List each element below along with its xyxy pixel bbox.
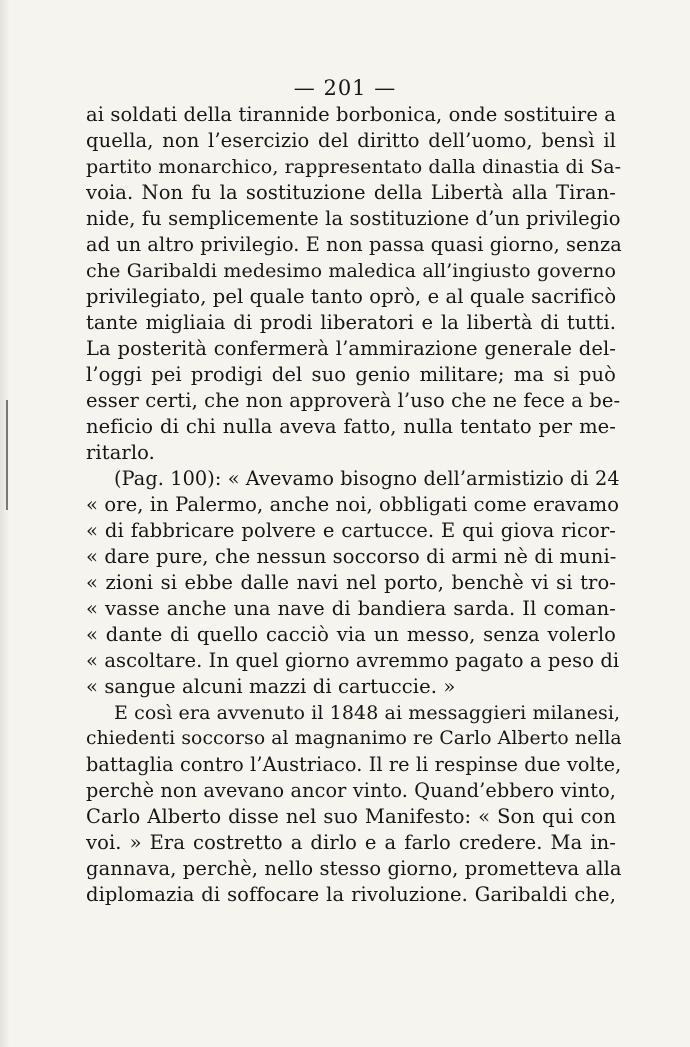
text-line: voi. » Era costretto a dirlo e a farlo credere. Ma in-: [86, 831, 616, 854]
text-line: diplomazia di soffocare la rivoluzione. Garibaldi che,: [86, 883, 616, 906]
text-line: « vasse anche una nave di bandiera sarda. Il coman-: [86, 597, 616, 620]
text-line: chiedenti soccorso al magnanimo re Carlo Alberto nella: [86, 728, 622, 749]
text-line: Carlo Alberto disse nel suo Manifesto: « Son qui con: [86, 805, 616, 828]
text-line: « dante di quello cacciò via un messo, senza volerlo: [86, 623, 616, 646]
text-line: perchè non avevano ancor vinto. Quand’ebbero vinto,: [86, 779, 616, 802]
text-line: « sangue alcuni mazzi di cartuccie. »: [86, 675, 456, 698]
text-line: che Garibaldi medesimo maledica all’ingiusto governo: [86, 260, 616, 282]
text-line: E così era avvenuto il 1848 ai messaggieri milanesi,: [114, 702, 621, 724]
body-text: [86, 102, 622, 908]
text-line: esser certi, che non approverà l’uso che ne fece a be-: [86, 389, 621, 412]
text-line: « dare pure, che nessun soccorso di armi nè di muni-: [86, 545, 617, 568]
text-line: (Pag. 100): « Avevamo bisogno dell’armistizio di 24: [114, 467, 620, 490]
text-line: privilegiato, pel quale tanto oprò, e al quale sacrificò: [86, 285, 617, 308]
text-line: neficio di chi nulla aveva fatto, nulla tentato per me-: [86, 415, 616, 438]
page-edge-mark: [6, 400, 8, 510]
text-line: ritarlo.: [86, 441, 155, 464]
text-line: ad un altro privilegio. E non passa quasi giorno, senza: [86, 233, 622, 256]
text-line: « zioni si ebbe dalle navi nel porto, benchè vi si tro-: [86, 571, 616, 594]
text-line: nide, fu semplicemente la sostituzione d’un privilegio: [86, 207, 621, 230]
page-number: — 201 —: [293, 76, 397, 100]
text-line: battaglia contro l’Austriaco. Il re li respinse due volte,: [86, 753, 622, 776]
text-line: ai soldati della tirannide borbonica, onde sostituire a: [86, 103, 617, 126]
text-line: « di fabbricare polvere e cartucce. E qui giova ricor-: [86, 519, 616, 542]
text-line: « ore, in Palermo, anche noi, obbligati come eravamo: [86, 493, 620, 516]
text-line: « ascoltare. In quel giorno avremmo pagato a peso di: [86, 649, 620, 672]
text-line: l’oggi pei prodigi del suo genio militare; ma si può: [86, 363, 616, 386]
text-line: tante migliaia di prodi liberatori e la libertà di tutti.: [86, 311, 616, 334]
text-line: La posterità confermerà l’ammirazione generale del-: [86, 337, 616, 360]
text-line: voia. Non fu la sostituzione della Libertà alla Tiran-: [86, 181, 616, 204]
text-line: gannava, perchè, nello stesso giorno, prometteva alla: [86, 857, 622, 880]
text-line: partito monarchico, rappresentato dalla dinastia di Sa-: [86, 156, 622, 178]
text-line: quella, non l’esercizio del diritto dell’uomo, bensì il: [86, 129, 616, 152]
